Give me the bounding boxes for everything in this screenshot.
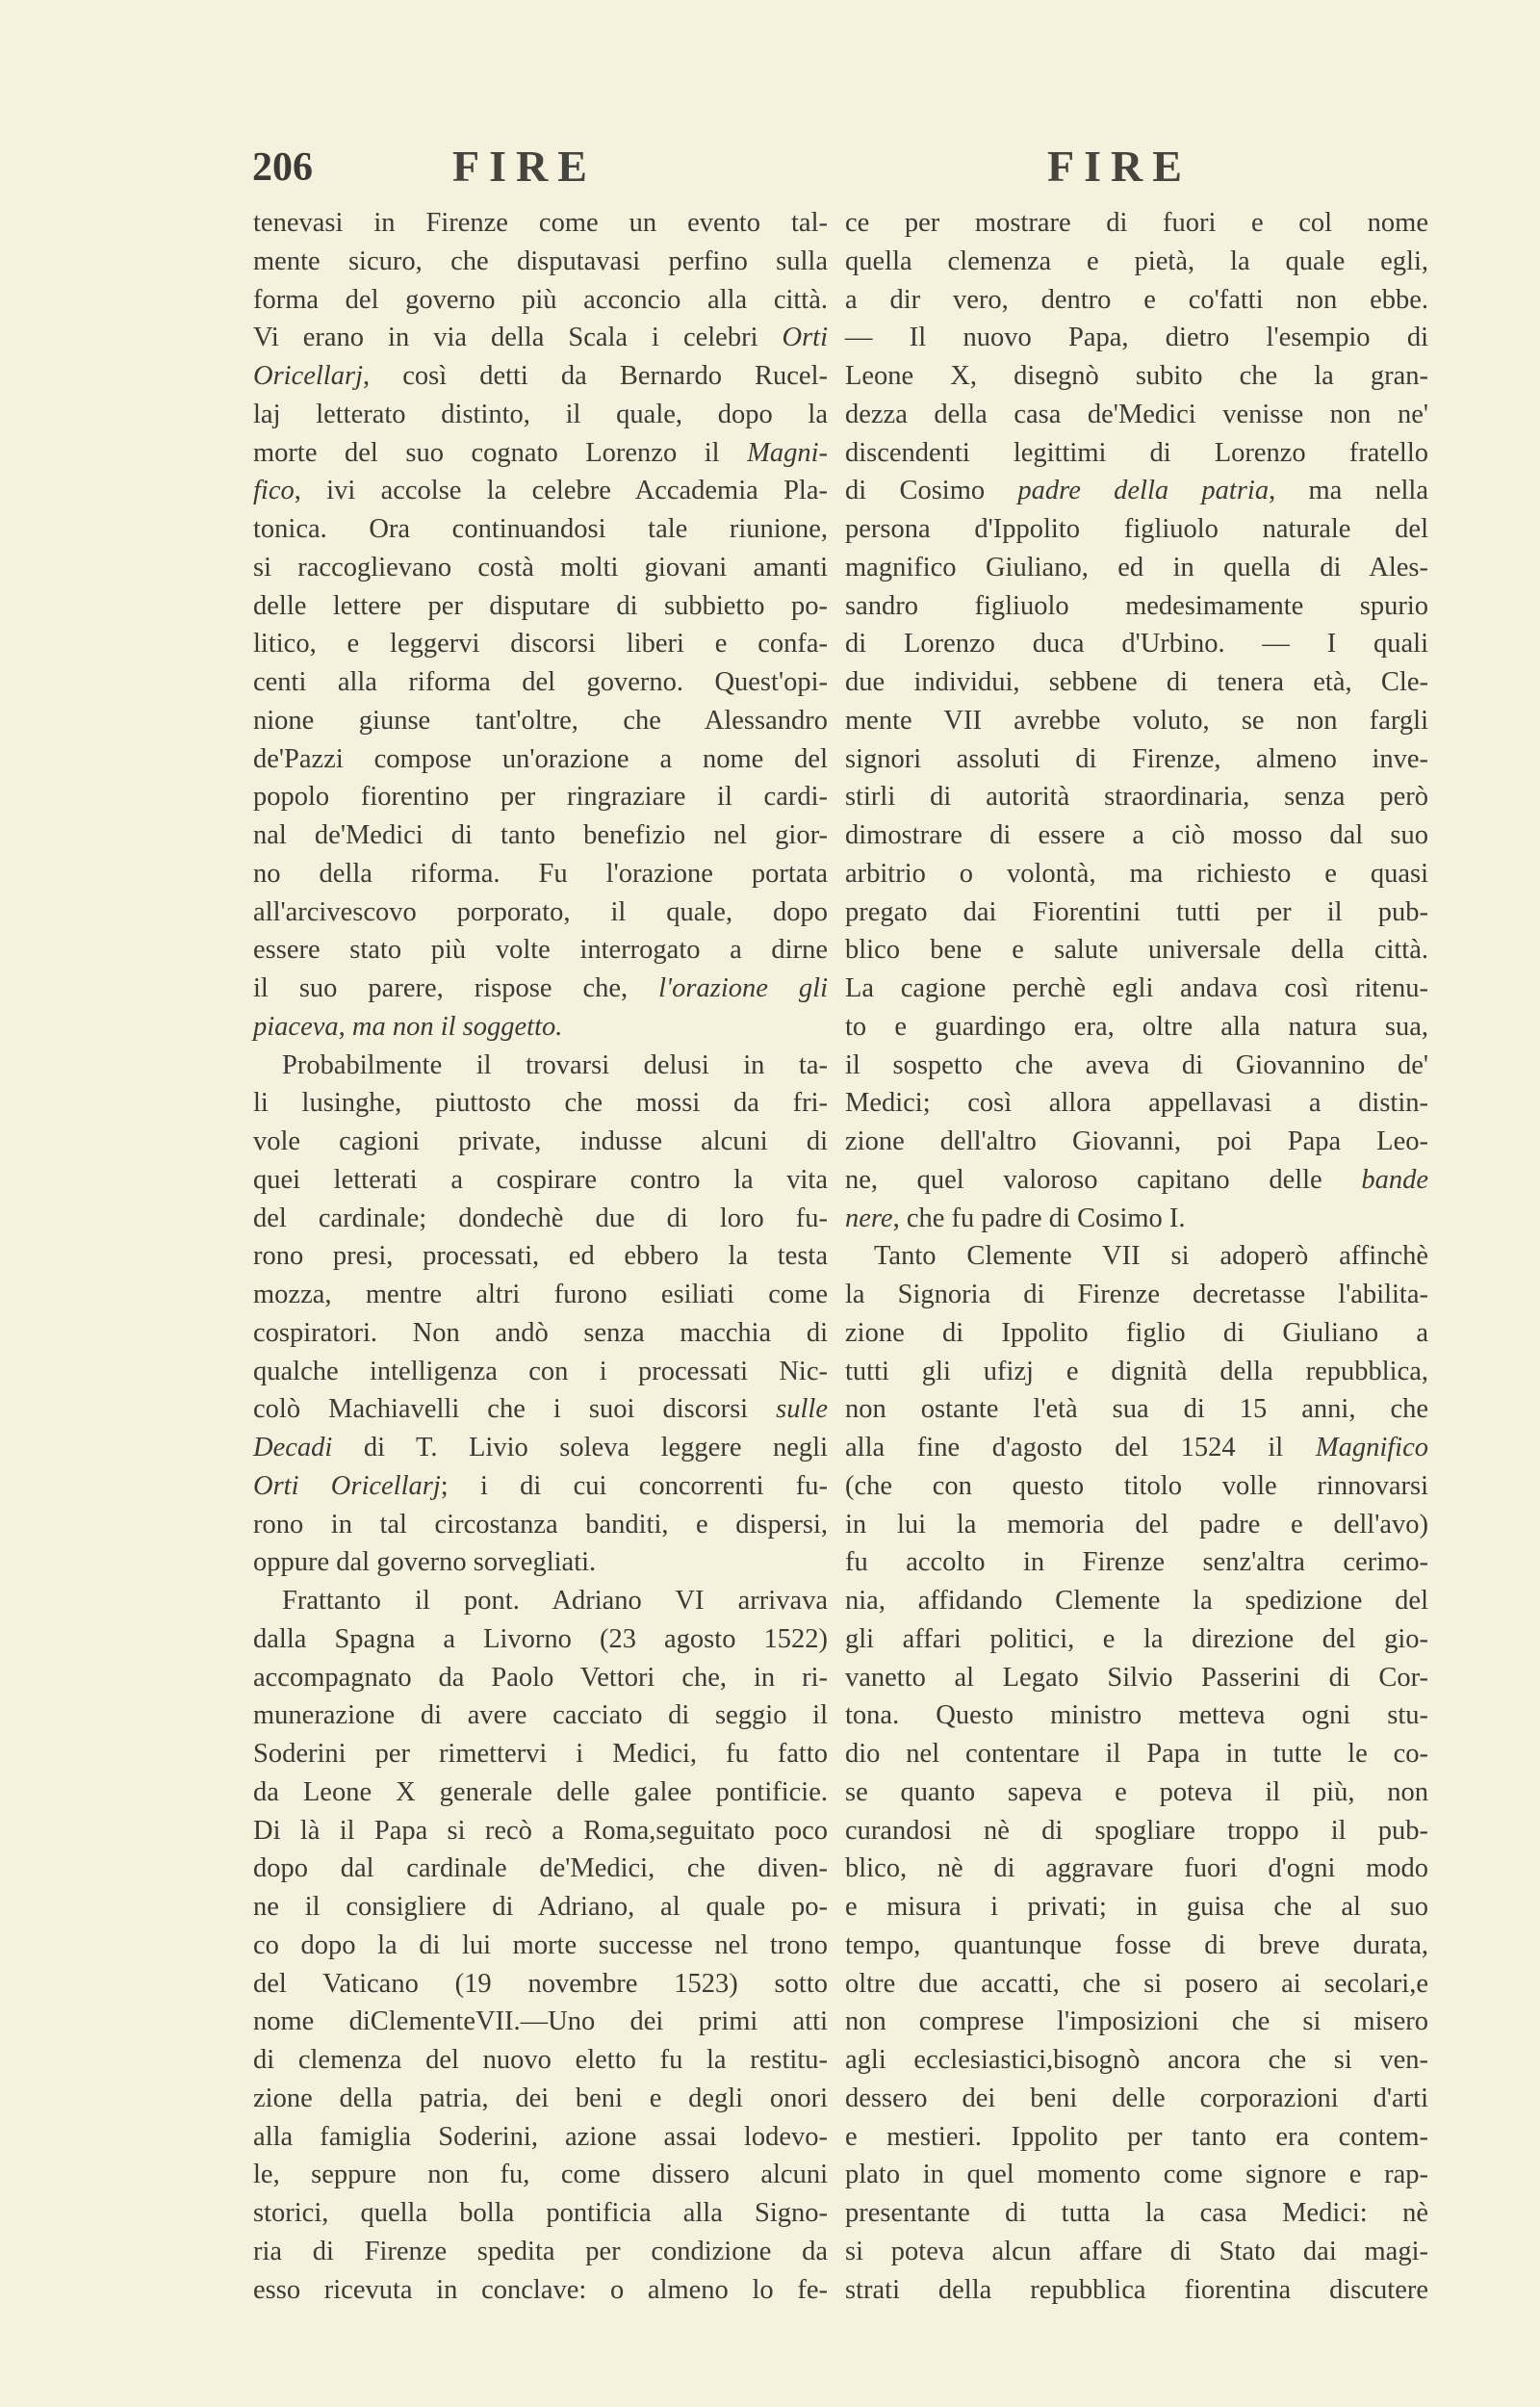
left-text-column [253,204,828,2309]
text-segment: e mestieri. Ippolito per tanto era contem- [845,2121,1428,2152]
text-segment: di clemenza del nuovo eletto fu la restitu- [253,2045,828,2075]
text-line [253,1047,828,1085]
text-segment: accompagnato da Paolo Vettori che, in ri- [253,1662,828,1693]
text-line [253,1200,828,1238]
text-segment: le, seppure non fu, come dissero alcuni [253,2160,828,2190]
text-line [253,434,828,473]
text-line [253,740,828,779]
italic-text: sulle [776,1394,828,1425]
text-segment: fu accolto in Firenze senz'altra cerimo- [845,1547,1428,1578]
text-segment: de'Pazzi compose un'orazione a nome del [253,743,828,774]
text-line [845,549,1428,587]
text-line [845,1620,1428,1659]
text-segment: no della riforma. Fu l'orazione portata [253,858,828,889]
text-line [845,1353,1428,1391]
text-segment: rono presi, processati, ed ebbero la testa [253,1241,828,1272]
text-segment: di Lorenzo duca d'Urbino. — I quali [845,629,1428,660]
text-line [845,1543,1428,1582]
text-line [253,1888,828,1927]
text-line [845,893,1428,932]
text-segment: li lusinghe, piuttosto che mossi da fri- [253,1088,828,1119]
text-line [253,396,828,434]
italic-text: Magnifico [1315,1433,1428,1462]
text-segment: due individui, sebbene di tenera età, Cle- [845,667,1428,697]
text-line [845,1506,1428,1544]
text-line [845,1965,1428,2004]
text-line [253,816,828,855]
text-line [253,1008,828,1047]
text-segment: , ivi accolse la celebre Accademia Pla- [294,476,828,506]
text-segment: quei letterati a cospirare contro la vita [253,1164,828,1195]
text-line [253,472,828,510]
text-line [253,549,828,587]
text-line [845,2194,1428,2233]
text-segment: non comprese l'imposizioni che si misero [845,2006,1428,2037]
text-line [253,1850,828,1888]
text-line [845,625,1428,663]
text-segment: Frattanto il pont. Adriano VI arrivava [282,1586,828,1616]
text-segment: dopo dal cardinale de'Medici, che diven- [253,1853,828,1884]
text-line [845,472,1428,510]
text-line [253,778,828,816]
text-segment: forma del governo più acconcio alla città. [253,284,828,315]
text-segment: colò Machiavelli che i suoi discorsi [253,1394,777,1425]
text-line [253,1927,828,1965]
text-line [253,1390,828,1429]
text-line [253,2118,828,2157]
text-line [845,1161,1428,1200]
text-segment: tempo, quantunque fosse di breve durata, [845,1929,1428,1960]
text-segment: il suo parere, rispose che, [253,973,659,1003]
text-line [253,357,828,396]
text-line [253,663,828,702]
text-segment: , ma nella [1269,476,1428,506]
text-segment: Soderini per rimettervi i Medici, fu fatto [253,1739,828,1769]
text-segment: tonica. Ora continuandosi tale riunione, [253,514,828,544]
text-segment: del cardinale; dondechè due di loro fu- [253,1203,828,1233]
text-segment: oltre due accatti, che si posero ai secolari,e [845,1968,1428,1999]
text-line [845,2080,1428,2118]
italic-text: Oricellarj [253,361,363,391]
text-line [845,778,1428,816]
text-line [845,855,1428,893]
right-text-column [845,204,1428,2309]
text-line [845,2118,1428,2157]
italic-text: Orti Oricellarj [253,1470,441,1501]
text-segment: tona. Questo ministro metteva ogni stu- [845,1700,1428,1731]
text-segment: tutti gli ufizj e dignità della repubblica, [845,1356,1428,1386]
text-segment: strati della repubblica fiorentina discutere [845,2274,1428,2305]
text-line [253,2041,828,2080]
text-segment: ce per mostrare di fuori e col nome [845,208,1428,238]
text-line [253,931,828,970]
text-segment: persona d'Ippolito figliuolo naturale del [845,514,1428,544]
text-segment: cospiratori. Non andò senza macchia di [253,1317,828,1348]
text-line [845,1084,1428,1123]
text-segment: stirli di autorità straordinaria, senza però [845,782,1428,813]
text-line [845,702,1428,740]
text-segment: dio nel contentare il Papa in tutte le co- [845,1739,1428,1769]
italic-text: bande [1361,1164,1428,1195]
text-line [845,357,1428,396]
text-segment: mente VII avrebbe voluto, se non fargli [845,705,1428,736]
text-line [253,1084,828,1123]
text-line [253,1237,828,1276]
text-segment: nia, affidando Clemente la spedizione del [845,1586,1428,1616]
text-segment: se quanto sapeva e poteva il più, non [845,1776,1428,1807]
text-line [253,893,828,932]
text-segment: esso ricevuta in conclave: o almeno lo fe- [253,2274,828,2305]
text-segment: dimostrare di essere a ciò mosso dal suo [845,820,1428,850]
text-line [845,1047,1428,1085]
text-segment: dalla Spagna a Livorno (23 agosto 1522) [253,1623,828,1654]
text-line [845,1200,1428,1238]
text-line [845,2156,1428,2194]
text-line [845,1927,1428,1965]
text-line [845,2233,1428,2271]
text-segment: vole cagioni private, indusse alcuni di [253,1126,828,1156]
text-segment: storici, quella bolla pontificia alla Signo- [253,2198,828,2228]
text-line [253,2194,828,2233]
text-line [253,281,828,320]
text-line [253,1696,828,1735]
text-line [253,1353,828,1391]
text-line [845,1123,1428,1161]
text-segment: ne, quel valoroso capitano delle [845,1164,1362,1195]
text-line [845,1696,1428,1735]
text-segment: presentante di tutta la casa Medici: nè [845,2198,1428,2228]
text-line [253,702,828,740]
text-segment: nome diClementeVII.—Uno dei primi atti [253,2006,828,2037]
running-head-right: FIRE [1047,142,1192,191]
text-line [253,1429,828,1467]
text-segment: alla fine d'agosto del 1524 il [845,1433,1316,1462]
text-line [253,2233,828,2271]
text-segment: pregato dai Fiorentini tutti per il pub- [845,896,1428,927]
text-line [253,1620,828,1659]
text-segment: qualche intelligenza con i processati Nic- [253,1356,828,1386]
text-segment: plato in quel momento come signore e rap- [845,2160,1428,2190]
italic-text: Orti [782,323,828,353]
italic-text: l'orazione gli [658,973,828,1003]
text-segment: Di là il Papa si recò a Roma,seguitato poco [253,1815,828,1846]
text-line [253,1735,828,1773]
text-segment: centi alla riforma del governo. Quest'opi- [253,667,828,697]
text-segment: la Signoria di Firenze decretasse l'abilita- [845,1280,1428,1309]
text-segment: zione dell'altro Giovanni, poi Papa Leo- [845,1126,1428,1156]
text-segment: mente sicuro, che disputavasi perfino sulla [253,246,828,276]
text-line [253,1582,828,1620]
text-segment: all'arcivescovo porporato, il quale, dopo [253,896,828,927]
text-line [845,1467,1428,1506]
text-segment: co dopo la di lui morte successe nel trono [253,1929,828,1960]
italic-text: Magni- [747,437,828,468]
text-line [845,510,1428,549]
text-segment: arbitrio o volontà, ma richiesto e quasi [845,858,1428,889]
italic-text: padre della patria [1017,476,1270,506]
text-segment: blico bene e salute universale della città. [845,935,1428,966]
text-line [845,319,1428,357]
text-line [253,243,828,281]
text-line [845,740,1428,779]
text-segment: ne il consigliere di Adriano, al quale po- [253,1892,828,1922]
text-segment: popolo fiorentino per ringraziare il cardi- [253,782,828,813]
text-line [253,1467,828,1506]
text-segment: delle lettere per disputare di subbietto po- [253,590,828,621]
text-segment: dessero dei beni delle corporazioni d'arti [845,2083,1428,2113]
page-number: 206 [252,145,313,190]
text-line [253,855,828,893]
text-line [845,204,1428,243]
text-segment: a dir vero, dentro e co'fatti non ebbe. [845,284,1428,315]
text-segment: Leone X, disegnò subito che la gran- [845,361,1428,391]
text-segment: zione di Ippolito figlio di Giuliano a [845,1317,1428,1348]
text-segment: discendenti legittimi di Lorenzo fratello [845,437,1428,468]
text-segment: Medici; così allora appellavasi a distin- [845,1088,1428,1119]
text-segment: mozza, mentre altri furono esiliati come [253,1280,828,1309]
text-segment: e misura i privati; in guisa che al suo [845,1892,1428,1922]
text-line [845,1390,1428,1429]
text-segment: (che con questo titolo volle rinnovarsi [845,1470,1428,1501]
text-line [253,1543,828,1582]
text-line [845,434,1428,473]
text-line [253,587,828,626]
text-segment: , così detti da Bernardo Rucel- [363,361,828,391]
text-segment: dezza della casa de'Medici venisse non ne' [845,399,1428,429]
italic-text: Decadi [253,1433,333,1462]
text-segment: La cagione perchè egli andava così ritenu- [845,973,1428,1003]
text-line [845,1812,1428,1851]
text-segment: si poteva alcun affare di Stato dai magi- [845,2236,1428,2266]
text-line [845,1429,1428,1467]
text-line [253,510,828,549]
italic-text: fico [253,476,295,506]
text-segment: , che fu padre di Cosimo I. [892,1203,1186,1233]
text-line [845,816,1428,855]
text-line [845,1237,1428,1276]
text-line [845,931,1428,970]
text-segment: Vi erano in via della Scala i celebri [253,323,783,353]
text-segment: vanetto al Legato Silvio Passerini di Cor- [845,1662,1428,1693]
text-line [253,2080,828,2118]
text-segment: alla famiglia Soderini, azione assai lodevo- [253,2121,828,2152]
text-line [253,1812,828,1851]
text-line [845,281,1428,320]
text-segment: rono in tal circostanza banditi, e dispersi, [253,1509,828,1540]
text-segment: gli affari politici, e la direzione del gio- [845,1623,1428,1654]
text-segment: si raccoglievano costà molti giovani amanti [253,552,828,582]
text-line [253,2156,828,2194]
text-line [845,2003,1428,2041]
text-line [253,1161,828,1200]
text-line [845,1314,1428,1353]
text-segment: il sospetto che aveva di Giovannino de' [845,1049,1428,1080]
text-segment: munerazione di avere cacciato di seggio il [253,1700,828,1731]
text-segment: blico, nè di aggravare fuori d'ogni modo [845,1853,1428,1884]
text-line [845,1582,1428,1620]
text-line [845,396,1428,434]
text-segment: ria di Firenze spedita per condizione da [253,2236,828,2266]
text-line [253,625,828,663]
text-line [253,2003,828,2041]
text-segment: in lui la memoria del padre e dell'avo) [845,1509,1428,1540]
text-segment: magnifico Giuliano, ed in quella di Ales- [845,552,1428,582]
text-line [845,587,1428,626]
text-segment: — Il nuovo Papa, dietro l'esempio di [845,323,1428,353]
text-segment: Probabilmente il trovarsi delusi in ta- [282,1049,828,1080]
text-line [845,1773,1428,1812]
italic-text: piaceva, ma non il soggetto. [253,1011,563,1042]
text-line [253,970,828,1008]
text-segment: nal de'Medici di tanto benefizio nel gior- [253,820,828,850]
text-segment: del Vaticano (19 novembre 1523) sotto [253,1968,828,1999]
text-segment: oppure dal governo sorvegliati. [253,1547,597,1578]
text-line [253,2271,828,2310]
text-segment: to e guardingo era, oltre alla natura sua, [845,1011,1428,1042]
text-line [845,243,1428,281]
text-segment: tenevasi in Firenze come un evento tal- [253,208,828,238]
text-segment: curandosi nè di spogliare troppo il pub- [845,1815,1428,1846]
text-line [845,2041,1428,2080]
text-line [253,204,828,243]
text-segment: laj letterato distinto, il quale, dopo la [253,399,828,429]
text-line [845,1735,1428,1773]
text-line [253,1659,828,1697]
text-segment: litico, e leggervi discorsi liberi e confa- [253,629,828,660]
text-line [845,1659,1428,1697]
text-segment: Tanto Clemente VII si adoperò affinchè [874,1241,1428,1272]
text-line [253,1965,828,2004]
text-segment: ; i di cui concorrenti fu- [440,1470,828,1501]
text-segment: quella clemenza e pietà, la quale egli, [845,246,1428,276]
text-line [845,663,1428,702]
text-segment: sandro figliuolo medesimamente spurio [845,590,1428,621]
text-line [845,1008,1428,1047]
text-line [253,1314,828,1353]
italic-text: nere [845,1203,893,1233]
text-line [845,1850,1428,1888]
text-segment: di T. Livio soleva leggere negli [332,1433,828,1462]
text-segment: agli ecclesiastici,bisognò ancora che si ven- [845,2045,1428,2075]
text-segment: signori assoluti di Firenze, almeno inve- [845,743,1428,774]
text-line [253,1506,828,1544]
text-segment: morte del suo cognato Lorenzo il [253,437,748,468]
text-segment: di Cosimo [845,476,1018,506]
running-head-left: FIRE [452,142,597,191]
text-line [845,1276,1428,1314]
text-line [253,1276,828,1314]
text-line [253,319,828,357]
text-segment: essere stato più volte interrogato a dirne [253,935,828,966]
text-line [845,970,1428,1008]
text-line [253,1773,828,1812]
text-segment: non ostante l'età sua di 15 anni, che [845,1394,1428,1425]
text-line [253,1123,828,1161]
text-segment: zione della patria, dei beni e degli onori [253,2083,828,2113]
text-segment: da Leone X generale delle galee pontificie. [253,1776,828,1807]
text-line [845,2271,1428,2310]
text-segment: nione giunse tant'oltre, che Alessandro [253,705,828,736]
text-line [845,1888,1428,1927]
